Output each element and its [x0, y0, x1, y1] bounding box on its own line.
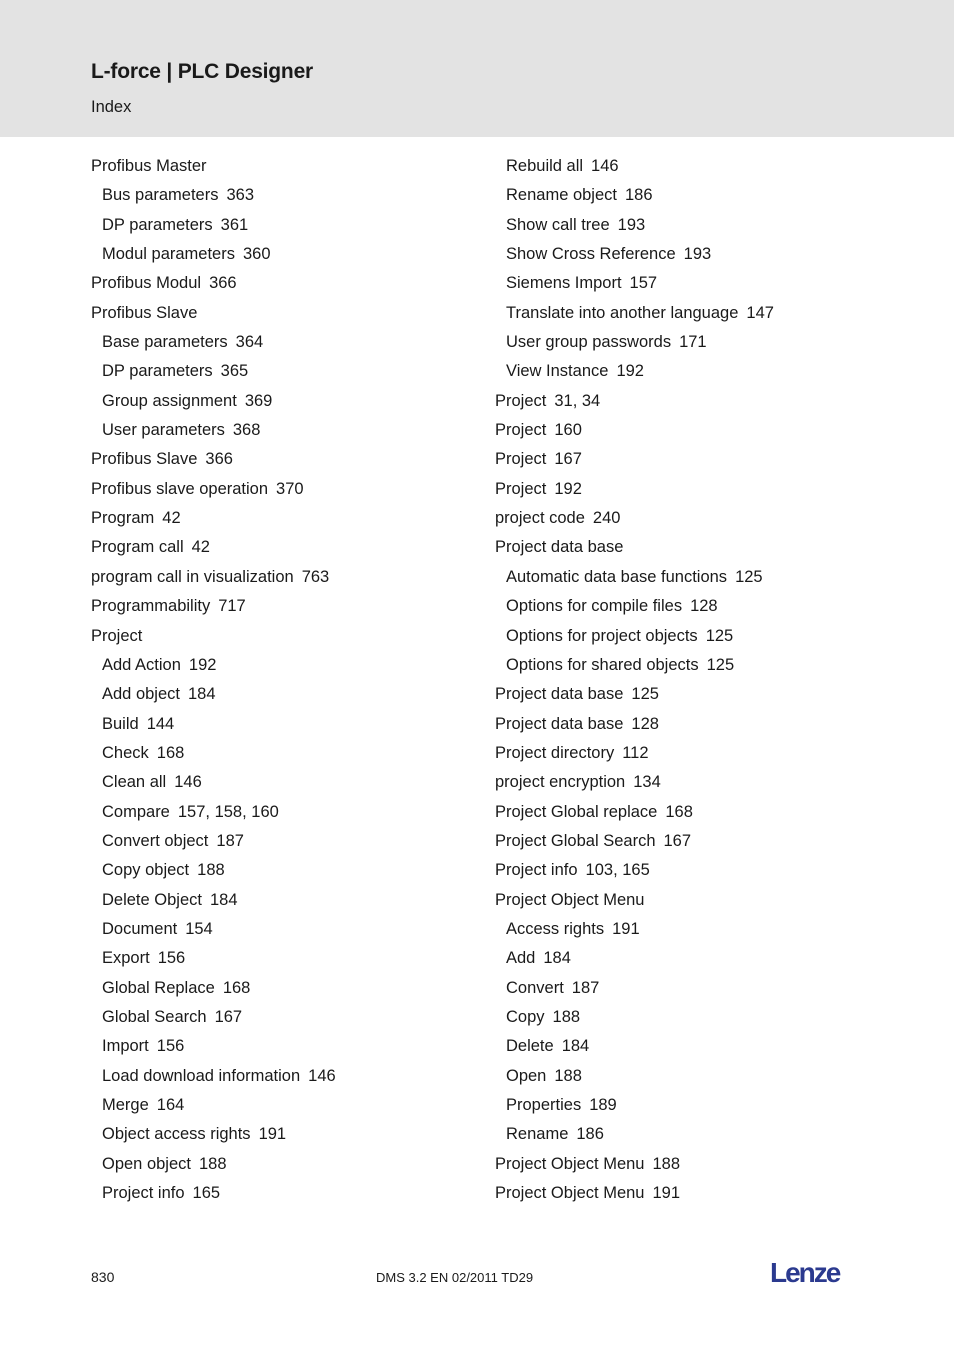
index-column-left [91, 152, 471, 1208]
index-entry [495, 739, 895, 768]
index-term: Program [91, 509, 155, 528]
index-term: Project [495, 450, 547, 469]
index-entry [91, 504, 471, 533]
index-page-ref: 363 [226, 186, 254, 205]
index-entry [495, 387, 895, 416]
index-subentry [495, 915, 895, 944]
index-subentry [91, 240, 471, 269]
index-term: Project [495, 421, 547, 440]
index-term: Import [102, 1037, 149, 1056]
index-subentry [495, 563, 895, 592]
index-term: Clean all [102, 773, 167, 792]
index-page-ref: 717 [218, 597, 246, 616]
index-entry [495, 416, 895, 445]
index-page-ref: 171 [679, 333, 707, 352]
index-term: project code [495, 509, 585, 528]
index-subentry [495, 357, 895, 386]
index-entry [91, 622, 471, 651]
index-page-ref: 147 [746, 303, 774, 322]
index-page-ref: 184 [209, 890, 238, 909]
index-term: Delete Object [102, 890, 202, 909]
index-page-ref: 31, 34 [554, 391, 601, 410]
index-entry [495, 827, 895, 856]
index-term: Project info [102, 1184, 185, 1203]
index-subentry [495, 974, 895, 1003]
index-term: Project data base [495, 685, 624, 704]
index-page-ref: 184 [187, 685, 216, 704]
index-page-ref: 167 [554, 450, 582, 469]
index-term: User parameters [102, 421, 225, 440]
index-page-ref: 168 [156, 743, 185, 762]
index-entry [495, 680, 895, 709]
index-term: Global Search [102, 1007, 207, 1026]
index-term: Merge [102, 1096, 149, 1114]
index-subentry [91, 856, 471, 885]
index-subentry [495, 269, 895, 298]
index-subentry [495, 328, 895, 357]
index-term: Access rights [506, 919, 605, 938]
index-page-ref: 360 [242, 245, 271, 264]
index-term: Programmability [91, 597, 211, 616]
index-subentry [91, 387, 471, 416]
index-term: Open [506, 1066, 547, 1085]
index-subentry [495, 1120, 895, 1149]
index-term: Siemens Import [506, 274, 622, 293]
index-term: Translate into another language [506, 303, 739, 322]
index-subentry [91, 680, 471, 709]
index-page-ref: 125 [631, 685, 659, 704]
index-page-ref: 365 [220, 362, 249, 381]
index-subentry [91, 1091, 471, 1120]
index-column-right [495, 152, 895, 1208]
index-page-ref: 156 [157, 949, 186, 968]
index-page-ref: 192 [188, 655, 217, 674]
index-page-ref: 157 [629, 274, 658, 293]
index-term: Delete [506, 1037, 554, 1056]
index-page-ref: 125 [705, 626, 734, 645]
index-term: Options for shared objects [506, 655, 699, 674]
index-subentry [91, 739, 471, 768]
index-page-ref: 763 [301, 567, 330, 586]
index-page-ref: 192 [616, 362, 644, 381]
index-page-ref: 184 [561, 1037, 590, 1056]
index-entry [495, 710, 895, 739]
index-subentry [91, 1120, 471, 1149]
index-entry [495, 856, 895, 885]
index-term: Add Action [102, 655, 181, 674]
index-term: Profibus Master [91, 157, 207, 175]
index-term: Options for compile files [506, 597, 683, 616]
index-term: Build [102, 714, 139, 733]
index-page-ref: 193 [617, 215, 646, 234]
index-subentry [91, 1003, 471, 1032]
index-page-ref: 187 [216, 831, 244, 850]
index-page-ref: 369 [244, 391, 273, 410]
index-page-ref: 168 [665, 802, 693, 821]
index-subentry [495, 1032, 895, 1061]
index-entry [495, 798, 895, 827]
index-entry [495, 475, 895, 504]
index-entry [91, 152, 471, 181]
index-term: Group assignment [102, 391, 237, 410]
index-term: Options for project objects [506, 626, 698, 645]
index-subentry [91, 211, 471, 240]
index-page-ref: 112 [622, 743, 649, 762]
index-term: Project [495, 479, 547, 498]
index-page-ref: 167 [663, 831, 692, 850]
index-entry [91, 592, 471, 621]
index-page-ref: 42 [191, 538, 210, 557]
index-subentry [495, 181, 895, 210]
index-page-ref: 368 [232, 421, 261, 440]
index-term: program call in visualization [91, 567, 294, 586]
index-entry [91, 533, 471, 562]
index-term: Copy [506, 1007, 545, 1026]
index-page-ref: 361 [220, 215, 249, 234]
index-subentry [91, 328, 471, 357]
index-page-ref: 128 [690, 597, 718, 616]
index-page-ref: 191 [652, 1184, 681, 1203]
index-term: Project Global Search [495, 831, 656, 850]
index-term: Profibus Slave [91, 450, 198, 469]
index-page-ref: 186 [624, 186, 653, 205]
index-entry [495, 768, 895, 797]
index-page-ref: 146 [174, 773, 202, 792]
index-subentry [91, 827, 471, 856]
index-subentry [495, 1062, 895, 1091]
index-page-ref: 103, 165 [585, 861, 650, 880]
index-page-ref: 187 [571, 978, 600, 997]
index-entry [495, 504, 895, 533]
index-subentry [495, 592, 895, 621]
index-subentry [495, 622, 895, 651]
index-page-ref: 188 [552, 1007, 581, 1026]
index-page-ref: 366 [209, 274, 237, 293]
index-entry [91, 445, 471, 474]
index-subentry [91, 651, 471, 680]
index-page-ref: 146 [308, 1066, 336, 1085]
index-entry [495, 445, 895, 474]
index-page-ref: 125 [706, 655, 735, 674]
index-page-ref: 193 [683, 245, 712, 264]
index-term: Project Object Menu [495, 1184, 645, 1203]
index-page-ref: 188 [554, 1066, 582, 1085]
index-term: Add object [102, 685, 180, 704]
index-term: Global Replace [102, 978, 215, 997]
lenze-logo-text: Lenze [770, 1257, 840, 1286]
index-term: Show Cross Reference [506, 245, 676, 264]
index-page-ref: 191 [612, 919, 640, 938]
index-term: Rebuild all [506, 157, 584, 175]
index-page-ref: 366 [205, 450, 233, 469]
index-page-ref: 184 [543, 949, 571, 968]
index-subentry [91, 1032, 471, 1061]
index-term: Project [495, 391, 547, 410]
index-subentry [91, 886, 471, 915]
index-subentry [495, 211, 895, 240]
index-entry [91, 563, 471, 592]
index-page-ref: 168 [222, 978, 251, 997]
index-term: Convert object [102, 831, 209, 850]
index-term: User group passwords [506, 333, 672, 352]
index-page-ref: 134 [633, 773, 661, 792]
index-subentry [91, 1179, 471, 1208]
index-term: Add [506, 949, 536, 968]
index-page-ref: 370 [276, 479, 304, 498]
page-number: 830 [91, 1269, 115, 1285]
index-term: DP parameters [102, 362, 213, 381]
index-subentry [91, 1150, 471, 1179]
index-term: Profibus Modul [91, 274, 202, 293]
section-title: Index [91, 98, 132, 116]
index-term: Export [102, 949, 150, 968]
index-page-ref: 154 [185, 919, 213, 938]
index-page-ref: 188 [198, 1154, 227, 1173]
index-term: Profibus slave operation [91, 479, 269, 498]
index-entry [91, 475, 471, 504]
index-page-ref: 188 [197, 861, 225, 880]
index-term: Copy object [102, 861, 190, 880]
index-term: Project Global replace [495, 802, 658, 821]
index-page-ref: 167 [214, 1007, 243, 1026]
index-page-ref: 157, 158, 160 [177, 802, 279, 821]
index-page-ref: 164 [156, 1096, 185, 1114]
index-page-ref: 144 [146, 714, 175, 733]
index-page-ref: 192 [554, 479, 582, 498]
index-term: Compare [102, 802, 170, 821]
document-title: L-force | PLC Designer [91, 60, 314, 83]
index-term: Project Object Menu [495, 890, 645, 909]
index-term: Rename object [506, 186, 617, 205]
index-subentry [495, 1003, 895, 1032]
index-entry [495, 1179, 895, 1208]
index-term: Modul parameters [102, 245, 235, 264]
index-term: Project directory [495, 743, 615, 762]
index-term: Rename [506, 1125, 569, 1144]
index-page-ref: 160 [554, 421, 582, 440]
index-term: Check [102, 743, 149, 762]
index-page-ref: 186 [576, 1125, 604, 1144]
index-page-ref: 188 [652, 1154, 681, 1173]
index-page-ref: 42 [162, 509, 181, 528]
index-page-ref: 240 [592, 509, 621, 528]
index-subentry [91, 710, 471, 739]
index-entry [91, 269, 471, 298]
index-term: Show call tree [506, 215, 610, 234]
index-page-ref: 189 [589, 1096, 617, 1114]
index-page-ref: 125 [735, 567, 763, 586]
index-entry [495, 1150, 895, 1179]
index-subentry [91, 1062, 471, 1091]
lenze-logo [770, 1256, 850, 1286]
index-subentry [91, 416, 471, 445]
index-term: project encryption [495, 773, 626, 792]
index-term: Object access rights [102, 1125, 251, 1144]
index-term: Project [91, 626, 143, 645]
page-header [0, 0, 954, 137]
index-page-ref: 364 [235, 333, 264, 352]
index-term: View Instance [506, 362, 609, 381]
index-subentry [91, 357, 471, 386]
index-subentry [495, 152, 895, 181]
index-entry [91, 299, 471, 328]
index-term: Load download information [102, 1066, 301, 1085]
index-subentry [495, 944, 895, 973]
index-page-ref: 128 [631, 714, 659, 733]
index-term: Program call [91, 538, 184, 557]
index-subentry [91, 944, 471, 973]
index-subentry [91, 181, 471, 210]
index-term: Automatic data base functions [506, 567, 728, 586]
index-subentry [495, 1091, 895, 1120]
index-page-ref: 146 [591, 157, 619, 175]
index-subentry [91, 915, 471, 944]
index-subentry [495, 299, 895, 328]
index-entry [495, 533, 895, 562]
index-term: Project data base [495, 538, 624, 557]
index-subentry [495, 651, 895, 680]
index-page-ref: 156 [156, 1037, 185, 1056]
index-term: Properties [506, 1096, 582, 1114]
document-id: DMS 3.2 EN 02/2011 TD29 [376, 1270, 534, 1285]
index-page-ref: 191 [258, 1125, 287, 1144]
index-entry [495, 886, 895, 915]
index-term: Document [102, 919, 178, 938]
index-term: Open object [102, 1154, 191, 1173]
index-term: Convert [506, 978, 564, 997]
index-term: Base parameters [102, 333, 228, 352]
index-subentry [91, 974, 471, 1003]
index-term: Project info [495, 861, 578, 880]
index-page-ref: 165 [192, 1184, 221, 1203]
index-term: Bus parameters [102, 186, 219, 205]
index-subentry [91, 768, 471, 797]
index-term: DP parameters [102, 215, 213, 234]
index-term: Project data base [495, 714, 624, 733]
index-subentry [495, 240, 895, 269]
index-subentry [91, 798, 471, 827]
index-term: Profibus Slave [91, 303, 198, 322]
index-term: Project Object Menu [495, 1154, 645, 1173]
